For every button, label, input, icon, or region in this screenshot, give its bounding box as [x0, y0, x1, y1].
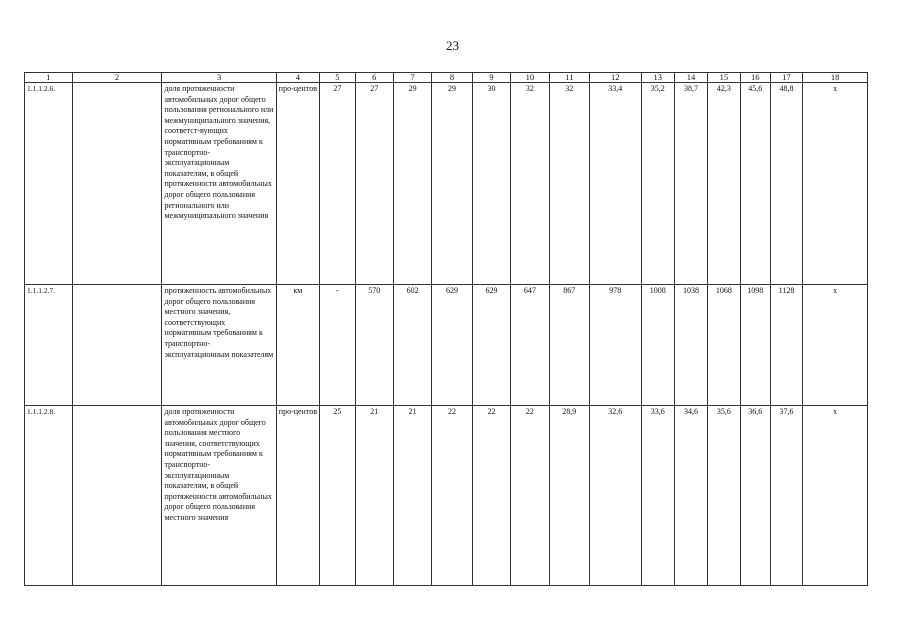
column-header: 16	[740, 73, 770, 83]
row-unit: км	[276, 285, 319, 406]
row-value: 21	[393, 406, 431, 586]
column-header: 3	[162, 73, 276, 83]
row-value: 1008	[641, 285, 674, 406]
row-value: 1128	[770, 285, 802, 406]
row-value: 647	[511, 285, 549, 406]
row-value: 27	[355, 83, 393, 285]
column-header: 15	[708, 73, 740, 83]
column-header: 7	[393, 73, 431, 83]
row-col2	[72, 406, 162, 586]
row-value: 33,4	[589, 83, 641, 285]
column-header: 14	[674, 73, 707, 83]
row-col18: х	[803, 285, 868, 406]
row-value: 36,6	[740, 406, 770, 586]
page-number: 23	[446, 38, 459, 53]
column-header: 9	[472, 73, 510, 83]
row-value: 570	[355, 285, 393, 406]
column-header: 18	[803, 73, 868, 83]
row-value: 22	[432, 406, 472, 586]
row-value: 29	[432, 83, 472, 285]
column-header: 5	[320, 73, 355, 83]
row-value: 22	[511, 406, 549, 586]
row-col18: х	[803, 406, 868, 586]
table-row	[25, 83, 868, 285]
row-value: -	[320, 285, 355, 406]
row-value: 27	[320, 83, 355, 285]
row-value: 978	[589, 285, 641, 406]
row-value: 1098	[740, 285, 770, 406]
row-value: 32,6	[589, 406, 641, 586]
row-value: 21	[355, 406, 393, 586]
row-value: 45,6	[740, 83, 770, 285]
row-value: 48,8	[770, 83, 802, 285]
row-value: 1038	[674, 285, 707, 406]
column-header: 8	[432, 73, 472, 83]
row-code: 1.1.1.2.6.	[25, 83, 73, 285]
indicators-table	[24, 72, 868, 586]
row-value: 25	[320, 406, 355, 586]
table-row	[25, 285, 868, 406]
row-value: 602	[393, 285, 431, 406]
row-value: 42,3	[708, 83, 740, 285]
column-header: 2	[72, 73, 162, 83]
row-description: протяженность автомобильных дорог общего пользования местного значения, соответствующих нормативным требованиям к транспортно-эксплуатационным показателям	[162, 285, 276, 406]
row-value: 1068	[708, 285, 740, 406]
row-value: 34,6	[674, 406, 707, 586]
row-value: 35,6	[708, 406, 740, 586]
header-row	[25, 73, 868, 83]
row-value: 30	[472, 83, 510, 285]
row-value: 33,6	[641, 406, 674, 586]
row-code: 1.1.1.2.8.	[25, 406, 73, 586]
row-value: 22	[472, 406, 510, 586]
row-col2	[72, 285, 162, 406]
column-header: 11	[549, 73, 589, 83]
column-header: 6	[355, 73, 393, 83]
row-value: 38,7	[674, 83, 707, 285]
row-value: 35,2	[641, 83, 674, 285]
row-value: 28,9	[549, 406, 589, 586]
column-header: 13	[641, 73, 674, 83]
column-header: 17	[770, 73, 802, 83]
column-header: 1	[25, 73, 73, 83]
row-value: 32	[511, 83, 549, 285]
row-col2	[72, 83, 162, 285]
row-unit: про-центов	[276, 83, 319, 285]
row-description: доля протяженности автомобильных дорог общего пользования местного значения, соответствующих нормативным требованиям к транспортно-эксплуатационным показателям, в общей протяженности автомобильных дорог общего пользования местного значения	[162, 406, 276, 586]
row-col18: х	[803, 83, 868, 285]
column-header: 4	[276, 73, 319, 83]
row-value: 629	[432, 285, 472, 406]
row-unit: про-центов	[276, 406, 319, 586]
row-value: 32	[549, 83, 589, 285]
column-header: 10	[511, 73, 549, 83]
row-code: 1.1.1.2.7.	[25, 285, 73, 406]
row-value: 867	[549, 285, 589, 406]
column-header: 12	[589, 73, 641, 83]
table-row	[25, 406, 868, 586]
row-value: 629	[472, 285, 510, 406]
row-description: доля протяженности автомобильных дорог общего пользования регионального или межмуниципального значения, соответст-вующих нормативным требованиям к транспортно-эксплуатационным показателям, в общей протяженности автомобильных дорог общего пользования регионального или межмуниципального значения	[162, 83, 276, 285]
row-value: 37,6	[770, 406, 802, 586]
row-value: 29	[393, 83, 431, 285]
